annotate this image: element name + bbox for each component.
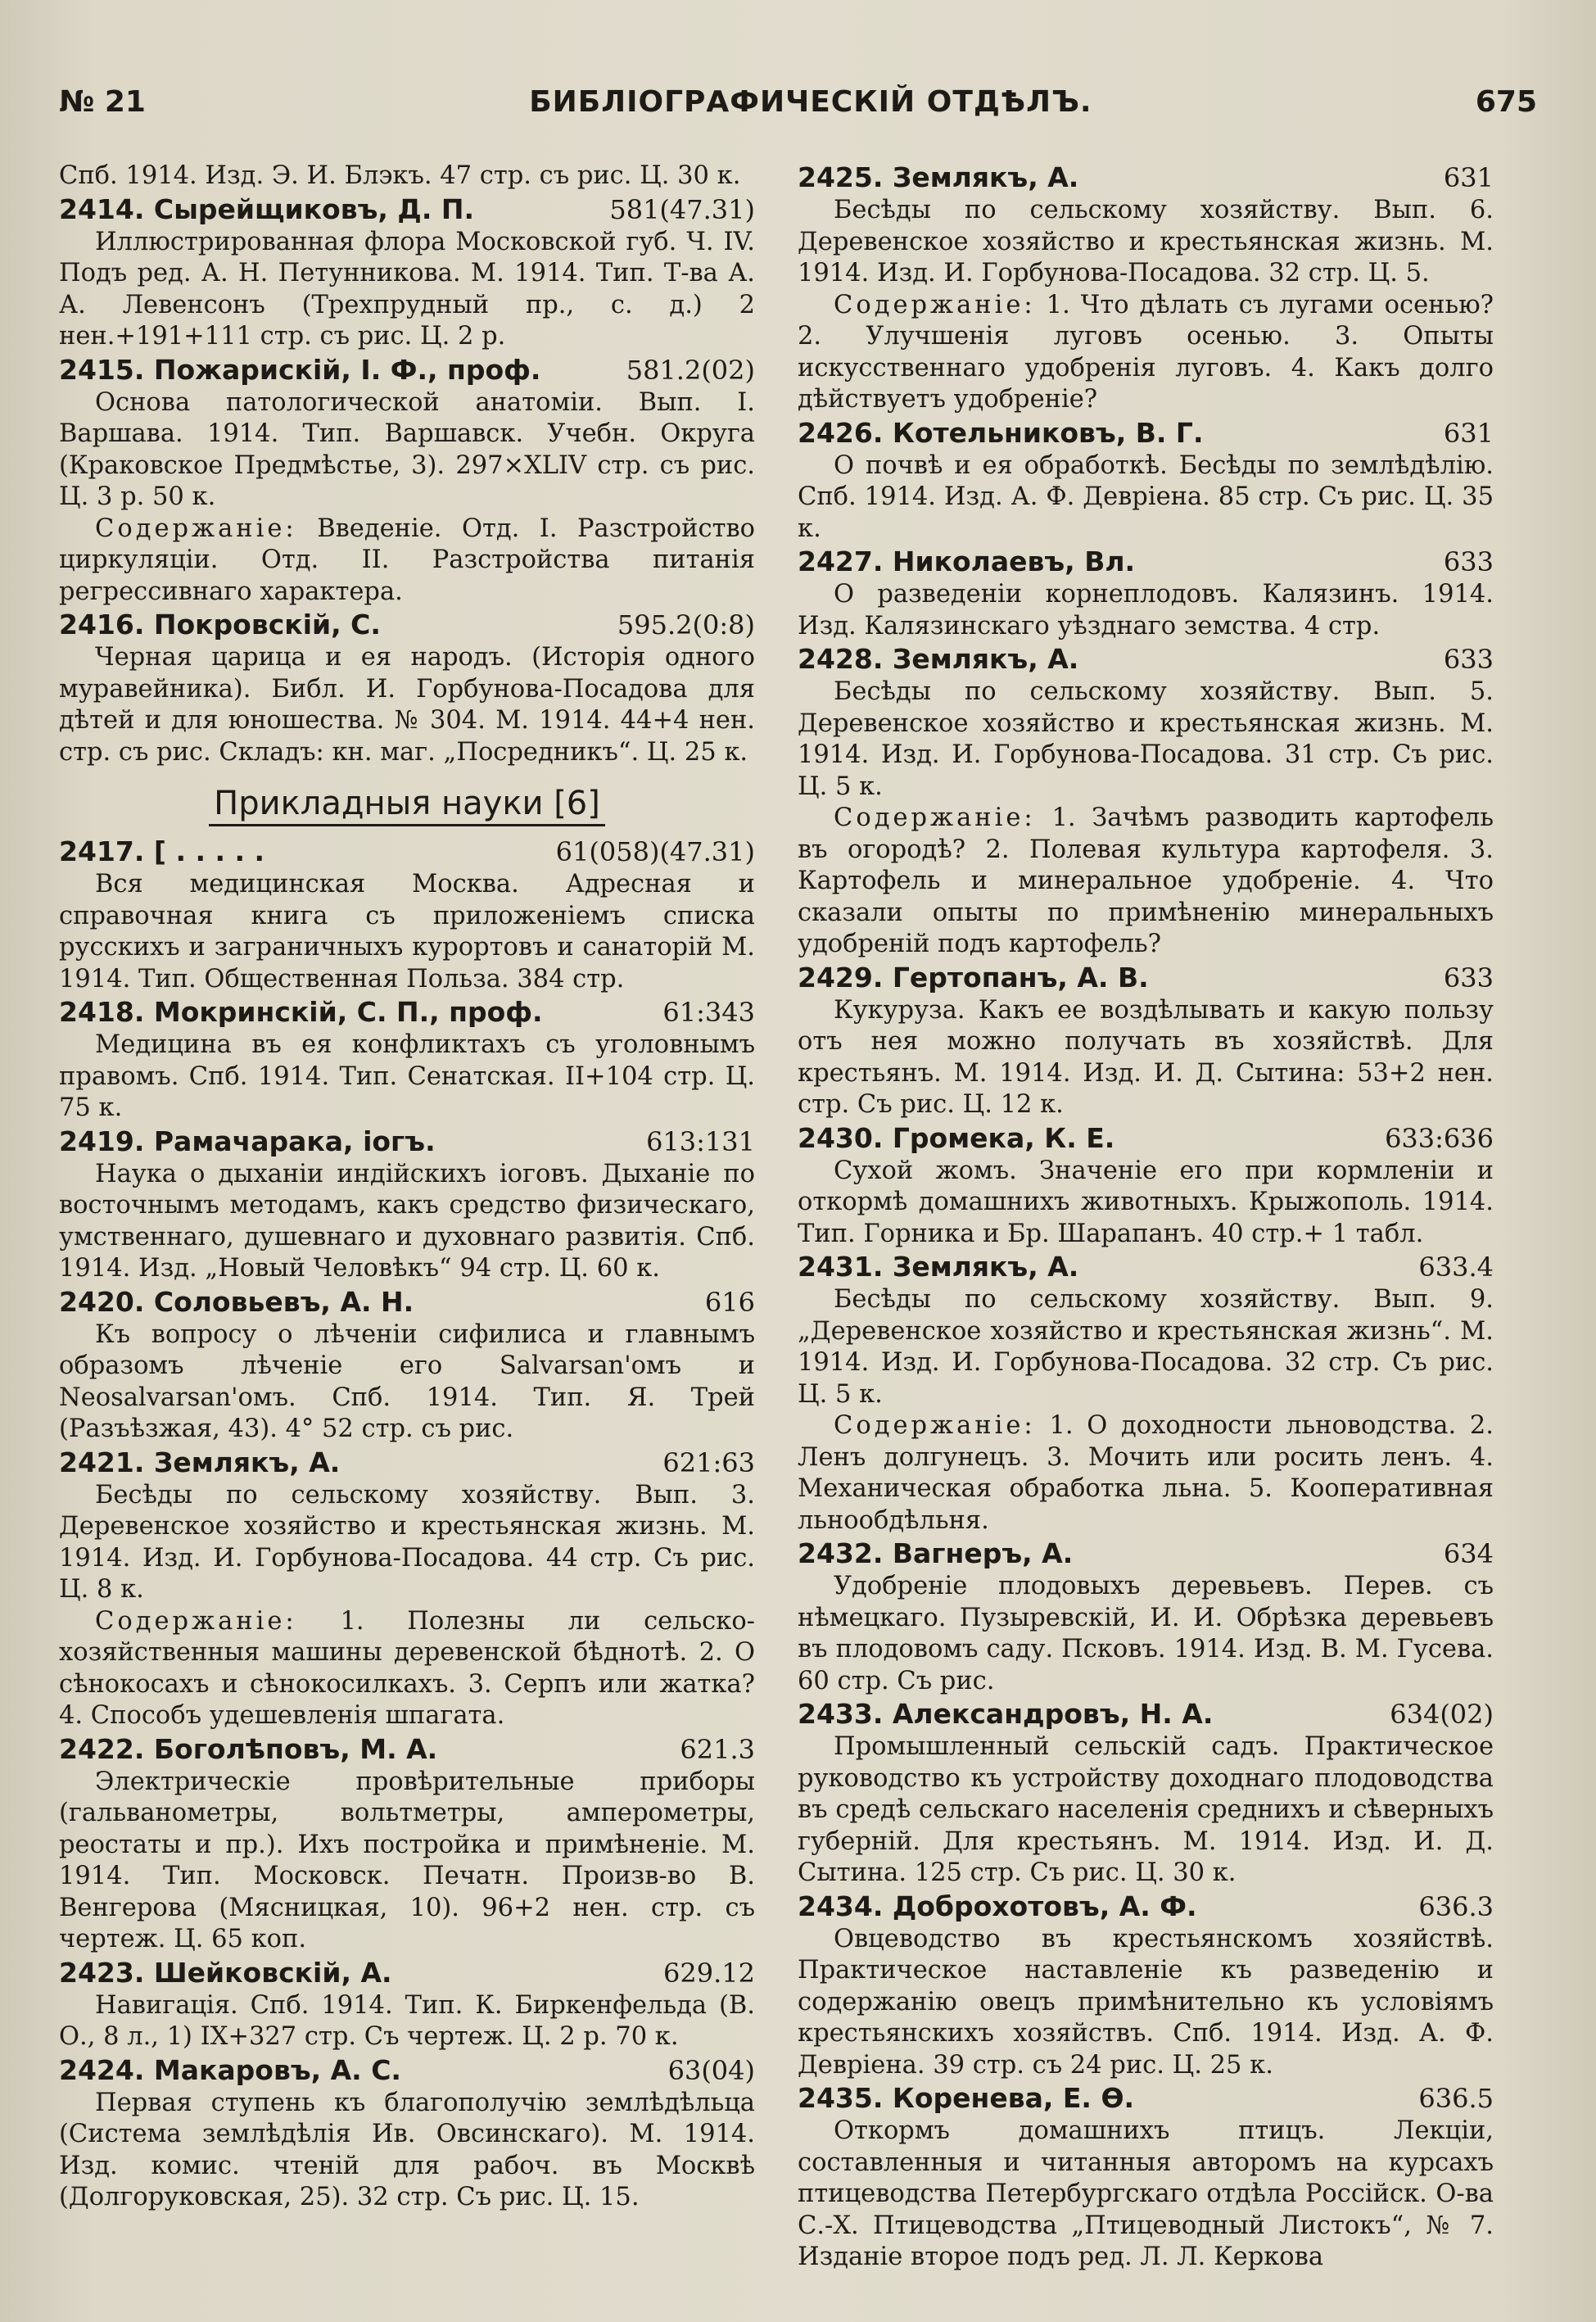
entry-heading: [59, 1125, 755, 1159]
contents-label: Содержаніе:: [834, 1411, 1036, 1440]
entry-heading: [59, 2053, 755, 2088]
page-header: [59, 79, 1537, 124]
entry-body: Сухой жомъ. Значеніе его при кормленіи и откормѣ домашнихъ животныхъ. Крыжополь. 1914. Тип. Горника и Бр. Шарапанъ. 40 стр.+ 1 табл.: [798, 1156, 1494, 1248]
page-number: 675: [1475, 84, 1537, 119]
entry-author: 2433. Александровъ, Н. А.: [798, 1698, 1214, 1730]
entry-2433: [798, 1697, 1494, 1890]
entry-2416: [59, 608, 755, 768]
entry-heading: [59, 995, 755, 1030]
contents-label: Содержаніе:: [834, 803, 1036, 832]
entry-body: Бесѣды по сельскому хозяйству. Вып. 5. Деревенское хозяйство и крестьянская жизнь. М. 1914. Изд. И. Горбунова-Посадова. 31 стр. Съ рис. Ц. 5 к.: [798, 677, 1494, 801]
udc-code: 61:343: [662, 997, 755, 1028]
entry-2435: [798, 2081, 1494, 2274]
entry-2431: [798, 1250, 1494, 1537]
entry-body: О почвѣ и ея обработкѣ. Бесѣды по землѣдѣлію. Спб. 1914. Изд. А. Ф. Девріена. 85 стр. Съ рис. Ц. 35 к.: [798, 450, 1494, 543]
entry-author: 2428. Землякъ, А.: [798, 643, 1079, 675]
entry-body: Навигація. Спб. 1914. Тип. К. Биркенфельда (В. О., 8 л., 1) IX+327 стр. Съ чертеж. Ц. 2 р. 70 к.: [59, 1990, 755, 2051]
entry-2415: [59, 353, 755, 609]
entry-body: Къ вопросу о лѣченіи сифилиса и главнымъ образомъ лѣченіе его Salvarsan'омъ и Neosalvarsan'омъ. Спб. 1914. Тип. Я. Трей (Разъѣзжая, 43). 4° 52 стр. съ рис.: [59, 1319, 755, 1443]
contents-text: 1. Что дѣлать съ лугами осенью? 2. Улучшенія луговъ осенью. 3. Опыты искусственнаго удобренія луговъ. 4. Какъ долго дѣйствуетъ удобреніе?: [798, 290, 1494, 414]
entry-body: Промышленный сельскій садъ. Практическое руководство къ устройству доходнаго плодоводства въ средѣ сельскаго населенія среднихъ и сѣверныхъ губерній. Для крестьянъ. М. 1914. Изд. И. Д. Сытина. 125 стр. Съ рис. Ц. 30 к.: [798, 1732, 1494, 1887]
entry-2424: [59, 2053, 755, 2214]
entry-heading: [798, 416, 1494, 450]
entry-author: 2415. Пожарискій, І. Ф., проф.: [59, 353, 541, 386]
entry-heading: [59, 835, 755, 869]
entry-body: Основа патологической анатоміи. Вып. I. Варшава. 1914. Тип. Варшавск. Учебн. Округа (Краковское Предмѣстье, 3). 297×XLIV стр. съ рис. Ц. 3 р. 50 к.: [59, 387, 755, 511]
entry-author: 2417. [ . . . . .: [59, 835, 265, 867]
entry-2434: [798, 1890, 1494, 2082]
issue-number: № 21: [59, 84, 146, 119]
udc-code: 581(47.31): [609, 193, 755, 225]
entry-heading: [59, 353, 755, 387]
udc-code: 613:131: [646, 1125, 755, 1157]
entry-author: 2427. Николаевъ, Вл.: [798, 545, 1136, 577]
entry-body: Бесѣды по сельскому хозяйству. Вып. 9. „Деревенское хозяйство и крестьянская жизнь“. М. 1914. Изд. И. Горбунова-Посадова. 32 стр. Съ рис. Ц. 5 к.: [798, 1285, 1494, 1409]
entry-heading: [798, 1697, 1494, 1731]
udc-code: 621:63: [662, 1446, 755, 1478]
entry-author: 2422. Боголѣповъ, М. А.: [59, 1732, 438, 1765]
udc-code: 581.2(02): [626, 354, 755, 386]
contents-text: 1. Полезны ли сельско-хозяйственныя машины деревенской бѣднотѣ. 2. О сѣнокосахъ и сѣнокосилкахъ. 3. Серпъ или жатка? 4. Способъ удешевленія шпагата.: [59, 1606, 755, 1730]
entry-2414: [59, 192, 755, 353]
entry-body: Электрическіе провѣрительные приборы (гальванометры, вольтметры, амперометры, реостаты и пр.). Ихъ постройка и примѣненіе. М. 1914. Тип. Московск. Печатн. Произв-во В. Венгерова (Мясницкая, 10). 96+2 нен. стр. съ чертеж. Ц. 65 коп.: [59, 1767, 755, 1953]
udc-code: 636.5: [1418, 2083, 1494, 2114]
entry-body: Овцеводство въ крестьянскомъ хозяйствѣ. Практическое наставленіе къ разведенію и содержанію овецъ примѣнительно къ условіямъ крестьянскихъ хозяйствъ. Спб. 1914. Изд. А. Ф. Девріена. 39 стр. съ 24 рис. Ц. 25 к.: [798, 1924, 1494, 2080]
udc-code: 631: [1443, 417, 1494, 449]
entry-2423: [59, 1956, 755, 2053]
entry-heading: [798, 161, 1494, 195]
left-column: [59, 161, 755, 2214]
entry-body: Черная царица и ея народъ. (Исторія одного муравейника). Библ. И. Горбунова-Посадова для дѣтей и для юношества. № 304. М. 1914. 44+4 нен. стр. съ рис. Складъ: кн. маг. „Посредникъ“. Ц. 25 к.: [59, 643, 755, 767]
contents-label: Содержаніе:: [95, 514, 297, 543]
entry-contents: [798, 803, 1494, 961]
entry-heading: [798, 1121, 1494, 1156]
udc-code: 616: [704, 1286, 755, 1318]
right-column: [798, 161, 1494, 2274]
entry-heading: [798, 1890, 1494, 1924]
entry-author: 2419. Рамачарака, іогъ.: [59, 1125, 436, 1157]
entry-author: 2423. Шейковскій, А.: [59, 1956, 392, 1989]
entry-heading: [59, 1732, 755, 1767]
entry-body: Кукуруза. Какъ ее воздѣлывать и какую пользу отъ нея можно получать въ хозяйствѣ. Для крестьянъ. М. 1914. Изд. И. Д. Сытина: 53+2 нен. стр. Съ рис. Ц. 12 к.: [798, 995, 1494, 1119]
udc-code: 633: [1443, 962, 1494, 994]
entry-heading: [798, 642, 1494, 677]
entry-2432: [798, 1537, 1494, 1697]
section-heading: [59, 783, 755, 826]
udc-code: 633: [1443, 644, 1494, 675]
entry-contents: [59, 514, 755, 609]
entry-heading: [798, 1537, 1494, 1571]
udc-code: 636.3: [1418, 1890, 1494, 1922]
udc-code: 61(058)(47.31): [555, 836, 755, 867]
contents-label: Содержаніе:: [95, 1606, 297, 1636]
entry-heading: [59, 1446, 755, 1480]
entry-author: 2416. Покровскій, С.: [59, 609, 381, 640]
entry-author: 2420. Соловьевъ, А. Н.: [59, 1285, 414, 1318]
entry-2429: [798, 961, 1494, 1121]
entry-body: Наука о дыханіи индійскихъ іоговъ. Дыханіе по восточнымъ методамъ, какъ средство физическаго, умственнаго, душевнаго и духовнаго развитія. Спб. 1914. Изд. „Новый Человѣкъ“ 94 стр. Ц. 60 к.: [59, 1159, 755, 1283]
entry-body: О разведеніи корнеплодовъ. Калязинъ. 1914. Изд. Калязинскаго уѣзднаго земства. 4 стр.: [798, 580, 1494, 640]
entry-heading: [798, 2081, 1494, 2116]
udc-code: 595.2(0:8): [617, 609, 755, 640]
entry-heading: [798, 1250, 1494, 1284]
entry-continuation: Спб. 1914. Изд. Э. И. Блэкъ. 47 стр. съ рис. Ц. 30 к.: [59, 161, 741, 190]
entry-2428: [798, 642, 1494, 961]
section-title: БИБЛІОГРАФИЧЕСКІЙ ОТДѢЛЪ.: [529, 84, 1092, 119]
entry-contents: [59, 1606, 755, 1732]
entry-contents: [798, 290, 1494, 416]
entry-heading: [59, 1285, 755, 1319]
entry-heading: [798, 545, 1494, 579]
udc-code: 621.3: [680, 1733, 755, 1765]
contents-text: 1. Зачѣмъ разводить картофель въ огородѣ? 2. Полевая культура картофеля. 3. Картофель и минеральное удобреніе. 4. Что сказали опыты по примѣненію минеральныхъ удобреній подъ картофель?: [798, 803, 1494, 958]
entry-author: 2421. Землякъ, А.: [59, 1446, 341, 1478]
entry-body: Вся медицинская Москва. Адресная и справочная книга съ приложеніемъ списка русскихъ и заграничныхъ курортовъ и санаторій М. 1914. Тип. Общественная Польза. 384 стр.: [59, 870, 755, 994]
entry-2427: [798, 545, 1494, 642]
entry-author: 2414. Сырейщиковъ, Д. П.: [59, 192, 475, 225]
entry-author: 2435. Коренева, Е. Ѳ.: [798, 2082, 1135, 2114]
contents-label: Содержаніе:: [834, 290, 1036, 319]
entry-author: 2418. Мокринскій, С. П., проф.: [59, 996, 543, 1028]
entry-body: Удобреніе плодовыхъ деревьевъ. Перев. съ нѣмецкаго. Пузыревскій, И. И. Обрѣзка деревьевъ въ плодовомъ саду. Псковъ. 1914. Изд. В. М. Гусева. 60 стр. Съ рис.: [798, 1572, 1494, 1695]
entry-2426: [798, 416, 1494, 545]
entry-2417: [59, 835, 755, 995]
entry-heading: [59, 608, 755, 642]
entry-heading: [59, 1956, 755, 1990]
entry-2422: [59, 1732, 755, 1956]
udc-code: 633.4: [1418, 1252, 1494, 1283]
entry-2421: [59, 1446, 755, 1732]
entry-body: Первая ступень къ благополучію землѣдѣльца (Система землѣдѣлія Ив. Овсинскаго). М. 1914. Изд. комис. чтеній для рабоч. въ Москвѣ (Долгоруковская, 25). 32 стр. Съ рис. Ц. 15.: [59, 2088, 755, 2211]
entry-2430: [798, 1121, 1494, 1251]
entry-body: Иллюстрированная флора Московской губ. Ч. IV. Подъ ред. А. Н. Петунникова. М. 1914. Тип. Т-ва А. А. Левенсонъ (Трехпрудный пр., с. д.) 2 нен.+191+111 стр. съ рис. Ц. 2 р.: [59, 227, 755, 351]
entry-author: 2424. Макаровъ, А. С.: [59, 2053, 401, 2086]
section-heading-text: Прикладныя науки [6]: [209, 783, 605, 826]
entry-author: 2432. Вагнеръ, А.: [798, 1537, 1074, 1569]
entry-author: 2434. Доброхотовъ, А. Ф.: [798, 1890, 1197, 1922]
entry-body: Медицина въ ея конфликтахъ съ уголовнымъ правомъ. Спб. 1914. Тип. Сенатская. II+104 стр. Ц. 75 к.: [59, 1030, 755, 1122]
entry-body: Бесѣды по сельскому хозяйству. Вып. 3. Деревенское хозяйство и крестьянская жизнь. М. 1914. Изд. И. Горбунова-Посадова. 44 стр. Съ рис. Ц. 8 к.: [59, 1480, 755, 1604]
udc-code: 633: [1443, 546, 1494, 577]
entry-author: 2431. Землякъ, А.: [798, 1251, 1079, 1283]
udc-code: 634: [1443, 1538, 1494, 1569]
udc-code: 633:636: [1385, 1122, 1494, 1154]
entry-heading: [59, 192, 755, 227]
udc-code: 631: [1443, 162, 1494, 193]
entry-author: 2429. Гертопанъ, А. В.: [798, 961, 1149, 994]
entry-body: Бесѣды по сельскому хозяйству. Вып. 6. Деревенское хозяйство и крестьянская жизнь. М. 1914. Изд. И. Горбунова-Посадова. 32 стр. Ц. 5.: [798, 196, 1494, 287]
entry-body: Откормъ домашнихъ птицъ. Лекціи, составленныя и читанныя авторомъ на курсахъ птицеводства Петербургскаго отдѣла Россійск. О-ва С.-Х. Птицеводства „Птицеводный Листокъ“, № 7. Изданіе второе подъ ред. Л. Л. Керкова: [798, 2116, 1494, 2271]
entry-author: 2430. Громека, К. Е.: [798, 1121, 1115, 1154]
udc-code: 634(02): [1390, 1699, 1494, 1730]
entry-2420: [59, 1285, 755, 1446]
entry-2425: [798, 161, 1494, 416]
udc-code: 63(04): [667, 2054, 755, 2086]
entry-2418: [59, 995, 755, 1125]
entry-2419: [59, 1125, 755, 1285]
entry-contents: [798, 1410, 1494, 1537]
entry-author: 2425. Землякъ, А.: [798, 161, 1079, 193]
udc-code: 629.12: [663, 1957, 755, 1989]
contents-text: Введеніе. Отд. I. Разстройство циркуляціи. Отд. II. Разстройства питанія регрессивнаго характера.: [59, 514, 755, 606]
entry-author: 2426. Котельниковъ, В. Г.: [798, 416, 1204, 449]
entry-heading: [798, 961, 1494, 995]
contents-text: 1. О доходности льноводства. 2. Ленъ долгунецъ. 3. Мочить или росить ленъ. 4. Механическая обработка льна. 5. Кооперативная льнообдѣльня.: [798, 1411, 1494, 1535]
